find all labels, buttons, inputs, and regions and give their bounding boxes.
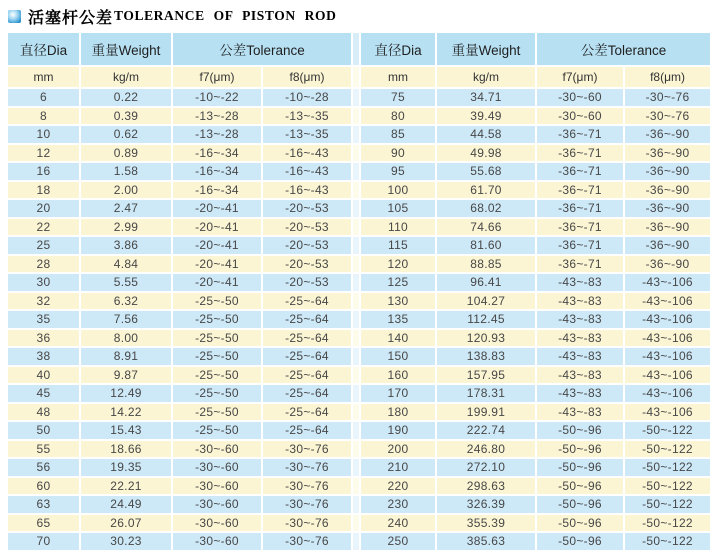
table-cell: -25~-64 — [263, 404, 353, 423]
table-gap-cell — [353, 404, 361, 423]
table-cell: -43~-106 — [625, 311, 712, 330]
table-cell: -43~-83 — [537, 385, 625, 404]
table-cell: 3.86 — [81, 237, 173, 256]
table-cell: 0.89 — [81, 145, 173, 164]
table-cell: 160 — [361, 367, 437, 386]
table-cell: -50~-122 — [625, 496, 712, 515]
table-cell: 12.49 — [81, 385, 173, 404]
table-cell: -36~-71 — [537, 200, 625, 219]
table-cell: -16~-43 — [263, 163, 353, 182]
table-cell: 22 — [8, 219, 81, 238]
table-cell: 75 — [361, 89, 437, 108]
table-row — [8, 404, 712, 423]
table-cell: -43~-83 — [537, 274, 625, 293]
table-row — [8, 478, 712, 497]
table-cell: 63 — [8, 496, 81, 515]
table-cell: 30 — [8, 274, 81, 293]
table-gap-cell — [353, 441, 361, 460]
header-tolerance-right: 公差Tolerance — [537, 33, 712, 67]
table-cell: 96.41 — [437, 274, 537, 293]
table-cell: -30~-60 — [537, 108, 625, 127]
header-dia-right: 直径Dia — [361, 33, 437, 67]
table-cell: -43~-106 — [625, 404, 712, 423]
table-cell: 2.99 — [81, 219, 173, 238]
table-gap-cell — [353, 330, 361, 349]
table-gap-cell — [353, 478, 361, 497]
table-cell: 26.07 — [81, 515, 173, 534]
table-cell: -36~-71 — [537, 163, 625, 182]
table-cell: -20~-41 — [173, 256, 263, 275]
table-gap-cell — [353, 108, 361, 127]
table-cell: -50~-122 — [625, 459, 712, 478]
table-cell: 7.56 — [81, 311, 173, 330]
table-cell: 246.80 — [437, 441, 537, 460]
table-cell: 230 — [361, 496, 437, 515]
table-cell: 19.35 — [81, 459, 173, 478]
table-cell: 2.00 — [81, 182, 173, 201]
table-cell: -30~-60 — [173, 459, 263, 478]
table-cell: 55 — [8, 441, 81, 460]
table-cell: 220 — [361, 478, 437, 497]
title-english: TOLERANCE OF PISTON ROD — [114, 8, 337, 23]
table-cell: 90 — [361, 145, 437, 164]
table-cell: 250 — [361, 533, 437, 551]
table-cell: 105 — [361, 200, 437, 219]
table-row — [8, 145, 712, 164]
table-cell: 49.98 — [437, 145, 537, 164]
table-cell: 60 — [8, 478, 81, 497]
table-cell: -50~-96 — [537, 459, 625, 478]
table-cell: 34.71 — [437, 89, 537, 108]
table-cell: -10~-28 — [263, 89, 353, 108]
table-cell: 40 — [8, 367, 81, 386]
table-cell: -25~-64 — [263, 367, 353, 386]
table-cell: 8.00 — [81, 330, 173, 349]
table-cell: -50~-122 — [625, 515, 712, 534]
table-cell: 298.63 — [437, 478, 537, 497]
table-cell: -20~-53 — [263, 274, 353, 293]
table-cell: 88.85 — [437, 256, 537, 275]
table-cell: -30~-60 — [537, 89, 625, 108]
table-cell: -30~-76 — [625, 89, 712, 108]
table-row — [8, 163, 712, 182]
table-cell: -13~-28 — [173, 108, 263, 127]
table-cell: -30~-60 — [173, 496, 263, 515]
table-cell: -25~-64 — [263, 385, 353, 404]
table-cell: -36~-71 — [537, 237, 625, 256]
table-cell: -36~-71 — [537, 126, 625, 145]
table-cell: 18.66 — [81, 441, 173, 460]
subheader-kgm-right: kg/m — [437, 67, 537, 89]
subheader-f7-left: f7(μm) — [173, 67, 263, 89]
table-gap-cell — [353, 89, 361, 108]
table-cell: -16~-43 — [263, 182, 353, 201]
subheader-f7-right: f7(μm) — [537, 67, 625, 89]
table-cell: -43~-106 — [625, 367, 712, 386]
table-cell: -30~-76 — [263, 459, 353, 478]
table-cell: -50~-96 — [537, 441, 625, 460]
table-row — [8, 459, 712, 478]
table-cell: 5.55 — [81, 274, 173, 293]
bullet-square-icon — [8, 10, 21, 23]
header-row — [8, 33, 712, 67]
table-cell: 16 — [8, 163, 81, 182]
table-cell: -50~-96 — [537, 478, 625, 497]
table-cell: 210 — [361, 459, 437, 478]
table-cell: -43~-106 — [625, 385, 712, 404]
table-cell: -25~-64 — [263, 311, 353, 330]
table-cell: -43~-106 — [625, 348, 712, 367]
table-cell: -30~-76 — [263, 533, 353, 551]
table-cell: -25~-50 — [173, 367, 263, 386]
table-cell: 22.21 — [81, 478, 173, 497]
table-cell: 222.74 — [437, 422, 537, 441]
table-cell: -25~-50 — [173, 311, 263, 330]
table-cell: -25~-50 — [173, 422, 263, 441]
table-cell: -16~-34 — [173, 182, 263, 201]
table-gap-cell — [353, 163, 361, 182]
subheader-mm-left: mm — [8, 67, 81, 89]
table-cell: -25~-64 — [263, 330, 353, 349]
table-gap-cell — [353, 496, 361, 515]
header-weight-right: 重量Weight — [437, 33, 537, 67]
table-cell: -25~-50 — [173, 293, 263, 312]
table-cell: 15.43 — [81, 422, 173, 441]
table-gap-cell — [353, 126, 361, 145]
table-cell: 55.68 — [437, 163, 537, 182]
table-cell: 130 — [361, 293, 437, 312]
table-cell: -36~-90 — [625, 126, 712, 145]
header-weight-left: 重量Weight — [81, 33, 173, 67]
table-cell: 120.93 — [437, 330, 537, 349]
table-cell: -30~-60 — [173, 533, 263, 551]
table-cell: -43~-83 — [537, 348, 625, 367]
table-cell: -20~-53 — [263, 219, 353, 238]
table-gap-cell — [353, 67, 361, 89]
table-cell: 30.23 — [81, 533, 173, 551]
table-cell: 81.60 — [437, 237, 537, 256]
table-gap-cell — [353, 200, 361, 219]
table-row — [8, 330, 712, 349]
table-cell: 25 — [8, 237, 81, 256]
table-gap-cell — [353, 515, 361, 534]
table-cell: -50~-96 — [537, 533, 625, 551]
table-cell: 135 — [361, 311, 437, 330]
table-cell: -20~-53 — [263, 200, 353, 219]
table-cell: 6.32 — [81, 293, 173, 312]
table-cell: -13~-28 — [173, 126, 263, 145]
table-cell: 70 — [8, 533, 81, 551]
table-row — [8, 200, 712, 219]
table-cell: 45 — [8, 385, 81, 404]
table-cell: 24.49 — [81, 496, 173, 515]
table-row — [8, 237, 712, 256]
table-cell: -36~-71 — [537, 182, 625, 201]
table-gap-cell — [353, 256, 361, 275]
table-cell: -50~-96 — [537, 515, 625, 534]
table-cell: 4.84 — [81, 256, 173, 275]
table-cell: 178.31 — [437, 385, 537, 404]
subheader-mm-right: mm — [361, 67, 437, 89]
table-cell: -50~-96 — [537, 422, 625, 441]
table-cell: 0.22 — [81, 89, 173, 108]
subheader-kgm-left: kg/m — [81, 67, 173, 89]
title-chinese: 活塞杆公差 — [28, 9, 114, 27]
table-row — [8, 348, 712, 367]
table-cell: -25~-64 — [263, 348, 353, 367]
subheader-f8-left: f8(μm) — [263, 67, 353, 89]
table-row — [8, 182, 712, 201]
table-gap-cell — [353, 311, 361, 330]
table-cell: 138.83 — [437, 348, 537, 367]
table-cell: -30~-60 — [173, 478, 263, 497]
table-row — [8, 293, 712, 312]
table-cell: 104.27 — [437, 293, 537, 312]
table-row — [8, 496, 712, 515]
table-gap-cell — [353, 459, 361, 478]
table-cell: -30~-76 — [625, 108, 712, 127]
table-cell: -36~-90 — [625, 256, 712, 275]
table-cell: -43~-83 — [537, 404, 625, 423]
table-cell: -50~-122 — [625, 422, 712, 441]
table-cell: 56 — [8, 459, 81, 478]
table-cell: -30~-60 — [173, 515, 263, 534]
table-cell: -43~-83 — [537, 293, 625, 312]
table-cell: -16~-34 — [173, 145, 263, 164]
table-cell: 0.62 — [81, 126, 173, 145]
table-cell: 8 — [8, 108, 81, 127]
table-cell: -25~-50 — [173, 348, 263, 367]
table-cell: -36~-90 — [625, 182, 712, 201]
table-cell: 38 — [8, 348, 81, 367]
table-cell: 200 — [361, 441, 437, 460]
table-cell: -20~-41 — [173, 200, 263, 219]
table-cell: 240 — [361, 515, 437, 534]
table-cell: -25~-50 — [173, 404, 263, 423]
table-cell: 50 — [8, 422, 81, 441]
table-cell: 14.22 — [81, 404, 173, 423]
table-cell: -20~-53 — [263, 256, 353, 275]
table-cell: 385.63 — [437, 533, 537, 551]
table-row — [8, 219, 712, 238]
table-row — [8, 89, 712, 108]
table-cell: 44.58 — [437, 126, 537, 145]
table-cell: 1.58 — [81, 163, 173, 182]
table-cell: -36~-90 — [625, 237, 712, 256]
table-cell: 32 — [8, 293, 81, 312]
table-row — [8, 274, 712, 293]
table-gap-cell — [353, 385, 361, 404]
table-cell: 115 — [361, 237, 437, 256]
header-dia-left: 直径Dia — [8, 33, 81, 67]
table-cell: -43~-106 — [625, 293, 712, 312]
table-cell: -50~-122 — [625, 478, 712, 497]
table-cell: 9.87 — [81, 367, 173, 386]
table-cell: 35 — [8, 311, 81, 330]
table-gap-cell — [353, 145, 361, 164]
table-gap-cell — [353, 33, 361, 67]
table-cell: -25~-50 — [173, 330, 263, 349]
table-cell: -43~-83 — [537, 330, 625, 349]
table-cell: 2.47 — [81, 200, 173, 219]
table-cell: 272.10 — [437, 459, 537, 478]
table-row — [8, 256, 712, 275]
table-cell: -36~-90 — [625, 163, 712, 182]
table-body — [8, 89, 712, 551]
table-gap-cell — [353, 182, 361, 201]
table-gap-cell — [353, 367, 361, 386]
table-cell: -25~-64 — [263, 293, 353, 312]
table-cell: 180 — [361, 404, 437, 423]
table-cell: 150 — [361, 348, 437, 367]
table-row — [8, 126, 712, 145]
table-cell: -36~-90 — [625, 219, 712, 238]
table-cell: 95 — [361, 163, 437, 182]
table-cell: -36~-90 — [625, 145, 712, 164]
table-cell: -43~-83 — [537, 311, 625, 330]
table-cell: 326.39 — [437, 496, 537, 515]
table-cell: -13~-35 — [263, 108, 353, 127]
table-gap-cell — [353, 274, 361, 293]
table-gap-cell — [353, 533, 361, 551]
table-cell: -16~-34 — [173, 163, 263, 182]
table-cell: -10~-22 — [173, 89, 263, 108]
table-cell: 100 — [361, 182, 437, 201]
table-cell: -30~-76 — [263, 515, 353, 534]
table-cell: 125 — [361, 274, 437, 293]
subheader-f8-right: f8(μm) — [625, 67, 712, 89]
table-row — [8, 441, 712, 460]
table-cell: 39.49 — [437, 108, 537, 127]
table-cell: 120 — [361, 256, 437, 275]
table-row — [8, 367, 712, 386]
table-cell: -30~-76 — [263, 496, 353, 515]
table-cell: -36~-71 — [537, 219, 625, 238]
piston-rod-tolerance-table — [8, 33, 712, 551]
subheader-row — [8, 67, 712, 89]
table-gap-cell — [353, 348, 361, 367]
table-cell: 110 — [361, 219, 437, 238]
table-cell: -30~-60 — [173, 441, 263, 460]
table-cell: 12 — [8, 145, 81, 164]
table-cell: 112.45 — [437, 311, 537, 330]
table-cell: -20~-41 — [173, 274, 263, 293]
table-cell: 190 — [361, 422, 437, 441]
table-cell: -43~-106 — [625, 274, 712, 293]
table-row — [8, 108, 712, 127]
table-cell: 170 — [361, 385, 437, 404]
table-cell: -50~-96 — [537, 496, 625, 515]
table-cell: 85 — [361, 126, 437, 145]
table-cell: 140 — [361, 330, 437, 349]
table-cell: 20 — [8, 200, 81, 219]
table-cell: -16~-43 — [263, 145, 353, 164]
table-cell: -20~-41 — [173, 219, 263, 238]
table-cell: 10 — [8, 126, 81, 145]
table-cell: -13~-35 — [263, 126, 353, 145]
table-gap-cell — [353, 237, 361, 256]
table-cell: -30~-76 — [263, 441, 353, 460]
table-cell: -36~-90 — [625, 200, 712, 219]
table-cell: -25~-50 — [173, 385, 263, 404]
table-cell: 48 — [8, 404, 81, 423]
table-row — [8, 533, 712, 551]
table-cell: -43~-83 — [537, 367, 625, 386]
table-cell: -50~-122 — [625, 533, 712, 551]
page-title — [0, 0, 720, 26]
table-cell: 199.91 — [437, 404, 537, 423]
table-cell: 157.95 — [437, 367, 537, 386]
table-cell: 36 — [8, 330, 81, 349]
table-cell: 28 — [8, 256, 81, 275]
table-cell: -36~-71 — [537, 145, 625, 164]
table-cell: 61.70 — [437, 182, 537, 201]
table-cell: -20~-41 — [173, 237, 263, 256]
header-tolerance-left: 公差Tolerance — [173, 33, 353, 67]
table-cell: 6 — [8, 89, 81, 108]
table-row — [8, 385, 712, 404]
table-cell: -30~-76 — [263, 478, 353, 497]
table-row — [8, 422, 712, 441]
table-cell: 355.39 — [437, 515, 537, 534]
table-cell: 8.91 — [81, 348, 173, 367]
table-gap-cell — [353, 422, 361, 441]
table-gap-cell — [353, 293, 361, 312]
table-cell: -25~-64 — [263, 422, 353, 441]
table-cell: -36~-71 — [537, 256, 625, 275]
table-cell: -50~-122 — [625, 441, 712, 460]
table-cell: -20~-53 — [263, 237, 353, 256]
table-gap-cell — [353, 219, 361, 238]
table-row — [8, 311, 712, 330]
table-cell: 18 — [8, 182, 81, 201]
table-cell: 0.39 — [81, 108, 173, 127]
table-cell: 68.02 — [437, 200, 537, 219]
table-cell: -43~-106 — [625, 330, 712, 349]
table-cell: 74.66 — [437, 219, 537, 238]
table-cell: 80 — [361, 108, 437, 127]
table-row — [8, 515, 712, 534]
table-cell: 65 — [8, 515, 81, 534]
